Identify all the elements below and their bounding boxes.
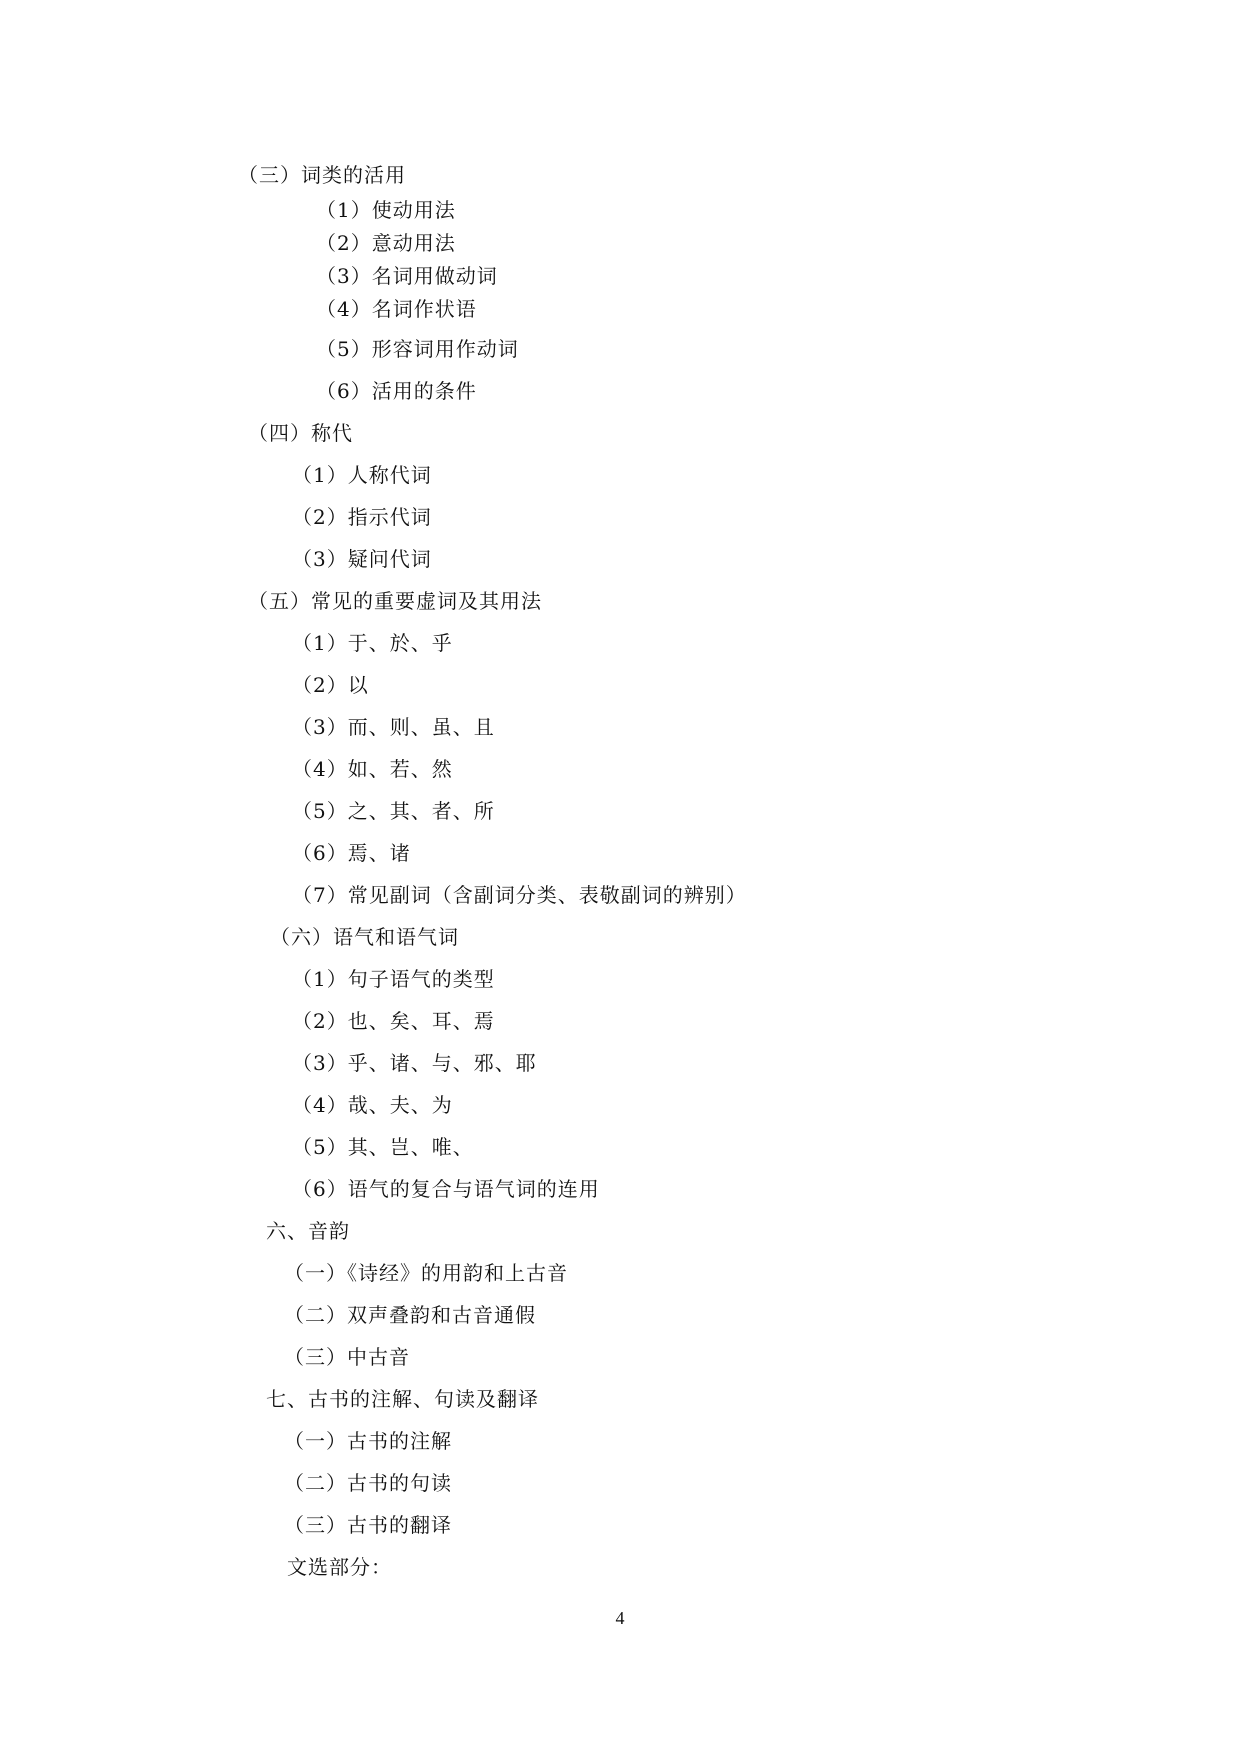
outline-line: （4）名词作状语	[316, 297, 477, 321]
outline-line: （三）中古音	[284, 1345, 410, 1369]
outline-line: （3）乎、诸、与、邪、耶	[292, 1051, 537, 1075]
outline-line: （7）常见副词（含副词分类、表敬副词的辨别）	[292, 883, 747, 907]
outline-line: （三）古书的翻译	[284, 1513, 452, 1537]
outline-line: （6）焉、诸	[292, 841, 411, 865]
outline-line: （5）之、其、者、所	[292, 799, 495, 823]
outline-line: （2）以	[292, 673, 369, 697]
outline-line: （一）古书的注解	[284, 1429, 452, 1453]
outline-line: （2）意动用法	[316, 231, 456, 255]
outline-line: 六、音韵	[266, 1219, 350, 1243]
outline-line: （一）《诗经》的用韵和上古音	[284, 1261, 568, 1285]
outline-line: （2）也、矣、耳、焉	[292, 1009, 495, 1033]
outline-line: （2）指示代词	[292, 505, 432, 529]
page-number: 4	[615, 1608, 625, 1628]
outline-line: （1）使动用法	[316, 198, 456, 222]
outline-line: （1）于、於、乎	[292, 631, 453, 655]
outline-line: （二）双声叠韵和古音通假	[284, 1303, 536, 1327]
outline-line: （3）名词用做动词	[316, 264, 498, 288]
outline-line: （二）古书的句读	[284, 1471, 452, 1495]
outline-line: 七、古书的注解、句读及翻译	[266, 1387, 539, 1411]
outline-line: （5）其、岂、唯、	[292, 1135, 474, 1159]
outline-line: 文选部分：	[287, 1555, 392, 1579]
outline-line: （3）疑问代词	[292, 547, 432, 571]
outline-line: （6）语气的复合与语气词的连用	[292, 1177, 600, 1201]
outline-line: （三）词类的活用	[238, 163, 406, 187]
outline-line: （4）哉、夫、为	[292, 1093, 453, 1117]
outline-line: （1）句子语气的类型	[292, 967, 495, 991]
outline-line: （五）常见的重要虚词及其用法	[248, 589, 542, 613]
outline-line: （四）称代	[248, 421, 353, 445]
outline-line: （4）如、若、然	[292, 757, 453, 781]
outline-line: （3）而、则、虽、且	[292, 715, 495, 739]
outline-line: （6）活用的条件	[316, 379, 477, 403]
outline-line: （5）形容词用作动词	[316, 337, 519, 361]
outline-line: （六）语气和语气词	[270, 925, 459, 949]
outline-line: （1）人称代词	[292, 463, 432, 487]
